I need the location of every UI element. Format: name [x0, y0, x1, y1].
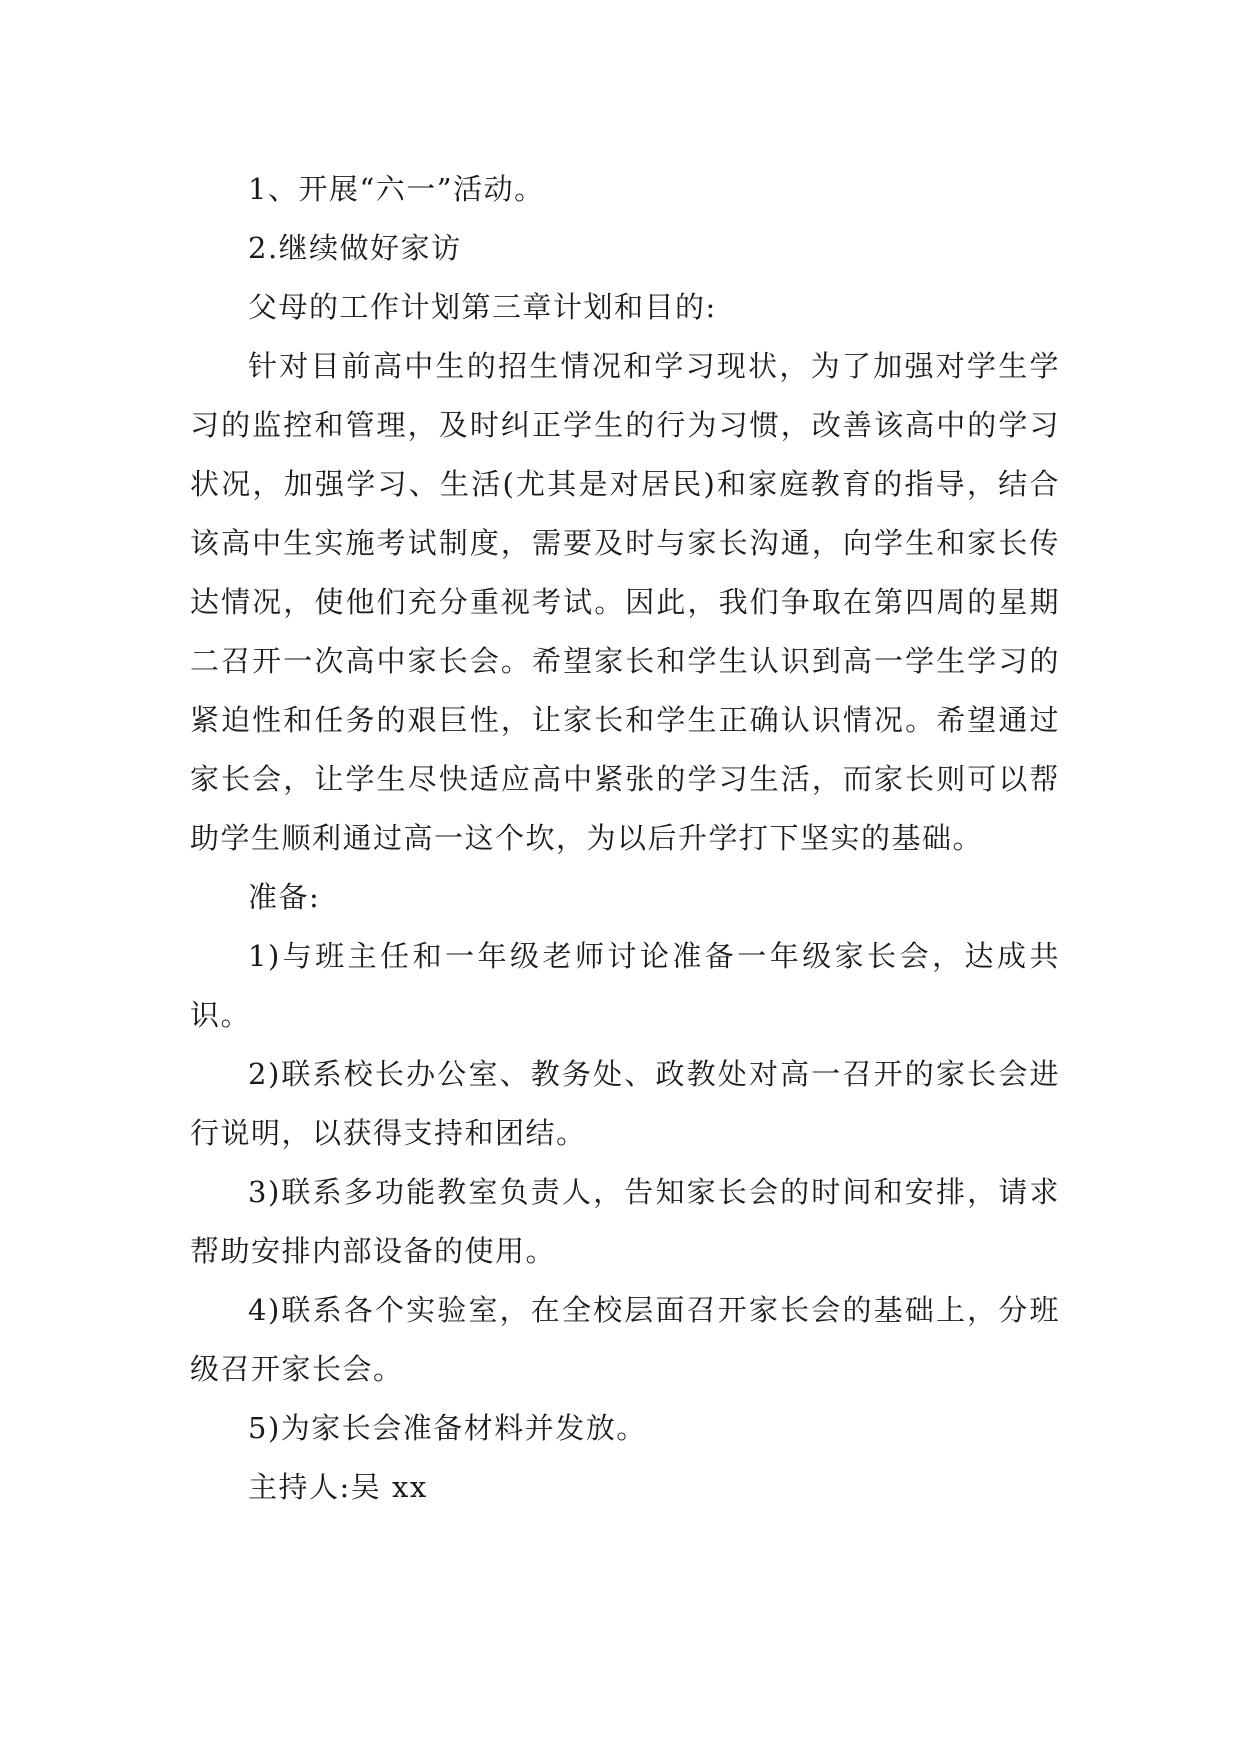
paragraph-chapter-heading: 父母的工作计划第三章计划和目的: [248, 290, 717, 324]
paragraph-prep-step-3: 3)联系多功能教室负责人，告知家长会的时间和安排，请求帮助安排内部设备的使用。 [190, 1175, 1060, 1268]
paragraph-prep-step-4: 4)联系各个实验室，在全校层面召开家长会的基础上，分班级召开家长会。 [190, 1293, 1060, 1386]
paragraph-host: 主持人:吴 xx [248, 1470, 428, 1504]
paragraph-prep-step-1: 1)与班主任和一年级老师讨论准备一年级家长会，达成共识。 [190, 939, 1060, 1032]
document-body [190, 160, 1060, 1517]
paragraph-prep-step-5: 5)为家长会准备材料并发放。 [248, 1411, 647, 1445]
paragraph-preparation-heading: 准备: [248, 880, 321, 914]
paragraph-activity-item: 1、开展“六一”活动。 [248, 172, 545, 206]
paragraph-home-visit-item: 2.继续做好家访 [248, 231, 462, 265]
paragraph-prep-step-2: 2)联系校长办公室、教务处、政教处对高一召开的家长会进行说明，以获得支持和团结。 [190, 1057, 1060, 1150]
paragraph-purpose-body: 针对目前高中生的招生情况和学习现状，为了加强对学生学习的监控和管理，及时纠正学生的行为习惯，改善该高中的学习状况，加强学习、生活(尤其是对居民)和家庭教育的指导，结合该高中生实施考试制度，需要及时与家长沟通，向学生和家长传达情况，使他们充分重视考试。因此，我们争取在第四周的星期二召开一次高中家长会。希望家长和学生认识到高一学生学习的紧迫性和任务的艰巨性，让家长和学生正确认识情况。希望通过家长会，让学生尽快适应高中紧张的学习生活，而家长则可以帮助学生顺利通过高一这个坎，为以后升学打下坚实的基础。 [190, 349, 1060, 855]
